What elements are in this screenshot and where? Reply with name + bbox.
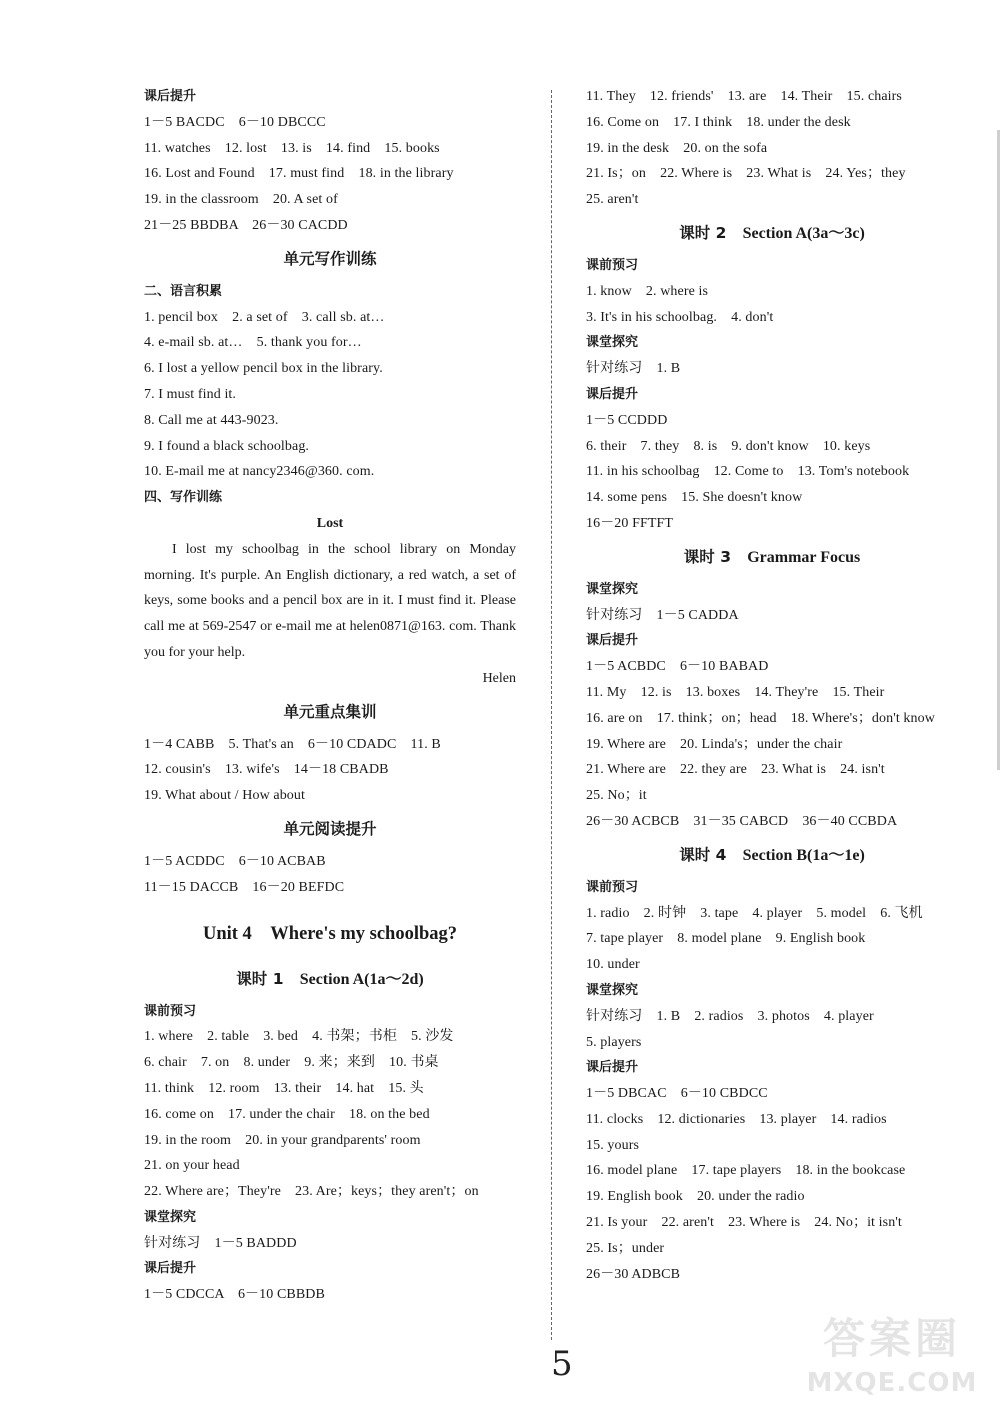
section-label: 课后提升	[586, 633, 639, 649]
answer-line: 针对练习 1. B	[586, 361, 681, 377]
section-label: 课堂探究	[586, 581, 639, 597]
answer-line: 11. They 12. friends' 13. are 14. Their 15. chairs	[586, 89, 902, 104]
answer-line: 1. pencil box 2. a set of 3. call sb. at…	[144, 309, 385, 325]
lesson-title: Grammar Focus	[747, 548, 861, 566]
answer-line: 25. No；it	[586, 788, 647, 804]
lesson-heading	[586, 213, 958, 253]
section-label: 四、写作训练	[144, 490, 223, 506]
answer-line: 1－5 CDCCA 6－10 CBBDB	[144, 1287, 325, 1303]
answer-line: 1－5 ACBDC 6－10 BABAD	[586, 659, 769, 675]
answer-line: 1. where 2. table 3. bed 4. 书架；书柜 5. 沙发	[144, 1029, 454, 1045]
answer-line: 21. Is；on 22. Where is 23. What is 24. Yes；they	[586, 166, 906, 182]
answer-line: 1－5 DBCAC 6－10 CBDCC	[586, 1086, 768, 1102]
answer-line: 8. Call me at 443-9023.	[144, 412, 279, 428]
answer-line: 10. E-mail me at nancy2346@360. com.	[144, 464, 375, 480]
section-label: 课堂探究	[586, 982, 639, 998]
lesson-title: Section A(3a～3c)	[742, 224, 865, 242]
answer-line: 26－30 ACBCB 31－35 CABCD 36－40 CCBDA	[586, 813, 898, 829]
watermark-bottom-text: MXQE.COM	[806, 1368, 978, 1398]
answer-line: 22. Where are；They're 23. Are；keys；they aren't；on	[144, 1184, 479, 1200]
answer-line: 16－20 FFTFT	[586, 515, 674, 531]
answer-line: 1. radio 2. 时钟 3. tape 4. player 5. model 6. 飞机	[586, 905, 923, 921]
lesson-title: Section A(1a～2d)	[299, 970, 424, 988]
unit-title: Unit 4 Where's my schoolbag?	[202, 923, 458, 944]
watermark-top-text: 答案圈	[822, 1314, 961, 1363]
reading-heading: 单元阅读提升	[283, 819, 377, 838]
answer-line: 14. some pens 15. She doesn't know	[586, 490, 803, 506]
section-label: 二、语言积累	[144, 283, 223, 299]
section-label: 课后提升	[586, 386, 639, 402]
section-label: 课后提升	[144, 1261, 197, 1277]
answer-line: 19. Where are 20. Linda's；under the chair	[586, 736, 843, 752]
answer-line: 19. in the classroom 20. A set of	[144, 192, 338, 208]
answer-line: 1－5 CCDDD	[586, 412, 668, 428]
section-label: 课前预习	[586, 879, 639, 895]
section-label: 课前预习	[586, 257, 639, 273]
essay-body: I lost my schoolbag in the school library on Monday morning. It's purple. An English dictionary, a red watch, a set of keys, some books and a pencil box are in it. I must find it. Please call me at 569-2547 or e-mail me at helen0871@163. com. Thank you for your help.	[144, 541, 516, 660]
answer-line: 6. their 7. they 8. is 9. don't know 10. keys	[586, 438, 871, 454]
section-label: 课堂探究	[144, 1209, 197, 1225]
lesson-prefix: 课时 2	[679, 223, 727, 242]
answer-line: 11－15 DACCB 16－20 BEFDC	[144, 879, 345, 895]
answer-line: 1. know 2. where is	[586, 283, 709, 299]
answer-line: 针对练习 1－5 BADDD	[144, 1235, 297, 1251]
answer-line: 16. Lost and Found 17. must find 18. in the library	[144, 166, 454, 182]
answer-line: 11. watches 12. lost 13. is 14. find 15. books	[144, 140, 440, 156]
right-column	[586, 84, 958, 1287]
answer-line: 11. in his schoolbag 12. Come to 13. Tom's notebook	[586, 464, 910, 480]
answer-line: 21. Where are 22. they are 23. What is 24. isn't	[586, 762, 885, 778]
answer-line: 6. I lost a yellow pencil box in the library.	[144, 361, 383, 377]
answer-line: 4. e-mail sb. at… 5. thank you for…	[144, 335, 362, 351]
answer-line: 21－25 BBDBA 26－30 CACDD	[144, 217, 348, 233]
essay-signature: Helen	[482, 670, 516, 686]
answer-line: 26－30 ADBCB	[586, 1266, 681, 1282]
answer-line: 11. clocks 12. dictionaries 13. player 14. radios	[586, 1111, 887, 1127]
answer-line: 10. under	[586, 957, 640, 973]
answer-line: 6. chair 7. on 8. under 9. 来；来到 10. 书桌	[144, 1055, 439, 1071]
answer-line: 16. model plane 17. tape players 18. in the bookcase	[586, 1163, 906, 1179]
answer-line: 1－4 CABB 5. That's an 6－10 CDADC 11. B	[144, 736, 441, 752]
left-column	[144, 84, 516, 1308]
answer-line: 针对练习 1. B 2. radios 3. photos 4. player	[586, 1008, 874, 1024]
answer-line: 21. on your head	[144, 1158, 240, 1174]
answer-line: 19. in the room 20. in your grandparents' room	[144, 1132, 421, 1148]
answer-line: 15. yours	[586, 1137, 640, 1153]
answer-line: 19. What about / How about	[144, 788, 305, 804]
answer-line: 19. English book 20. under the radio	[586, 1189, 805, 1205]
answer-line: 16. are on 17. think；on；head 18. Where's；don't know	[586, 710, 935, 726]
answer-line: 12. cousin's 13. wife's 14－18 CBADB	[144, 762, 389, 778]
answer-line: 5. players	[586, 1034, 642, 1050]
essay-title: Lost	[316, 515, 344, 531]
lesson-prefix: 课时 3	[683, 547, 731, 566]
lesson-prefix: 课时 4	[679, 845, 727, 864]
page-number: 5	[551, 1344, 573, 1384]
answer-line: 3. It's in his schoolbag. 4. don't	[586, 309, 774, 325]
lesson-heading	[586, 835, 958, 875]
answer-line: 11. think 12. room 13. their 14. hat 15. 头	[144, 1080, 424, 1096]
answer-line: 7. I must find it.	[144, 386, 237, 402]
answer-line: 针对练习 1－5 CADDA	[586, 607, 739, 623]
writing-heading: 单元写作训练	[283, 249, 377, 268]
section-label: 课前预习	[144, 1003, 197, 1019]
answer-line: 11. My 12. is 13. boxes 14. They're 15. Their	[586, 684, 885, 700]
answer-line: 16. come on 17. under the chair 18. on the bed	[144, 1106, 430, 1122]
lesson-heading	[144, 959, 516, 999]
section-label: 课堂探究	[586, 335, 639, 351]
answer-line: 25. aren't	[586, 192, 639, 208]
answer-line: 1－5 ACDDC 6－10 ACBAB	[144, 853, 326, 869]
answer-line: 21. Is your 22. aren't 23. Where is 24. No；it isn't	[586, 1215, 902, 1231]
answer-line: 16. Come on 17. I think 18. under the desk	[586, 114, 851, 130]
key-points-heading: 单元重点集训	[283, 702, 377, 721]
lesson-title: Section B(1a～1e)	[742, 846, 865, 864]
column-divider	[551, 90, 552, 1340]
section-label: 课后提升	[586, 1060, 639, 1076]
lesson-heading	[586, 537, 958, 577]
answer-line: 19. in the desk 20. on the sofa	[586, 140, 768, 156]
lesson-prefix: 课时 1	[236, 969, 284, 988]
section-label: 课后提升	[144, 89, 197, 104]
watermark-logo	[792, 1312, 992, 1408]
answer-line: 25. Is；under	[586, 1240, 665, 1256]
answer-line: 1－5 BACDC 6－10 DBCCC	[144, 114, 326, 130]
answer-line: 9. I found a black schoolbag.	[144, 438, 310, 454]
answer-line: 7. tape player 8. model plane 9. English book	[586, 931, 866, 947]
